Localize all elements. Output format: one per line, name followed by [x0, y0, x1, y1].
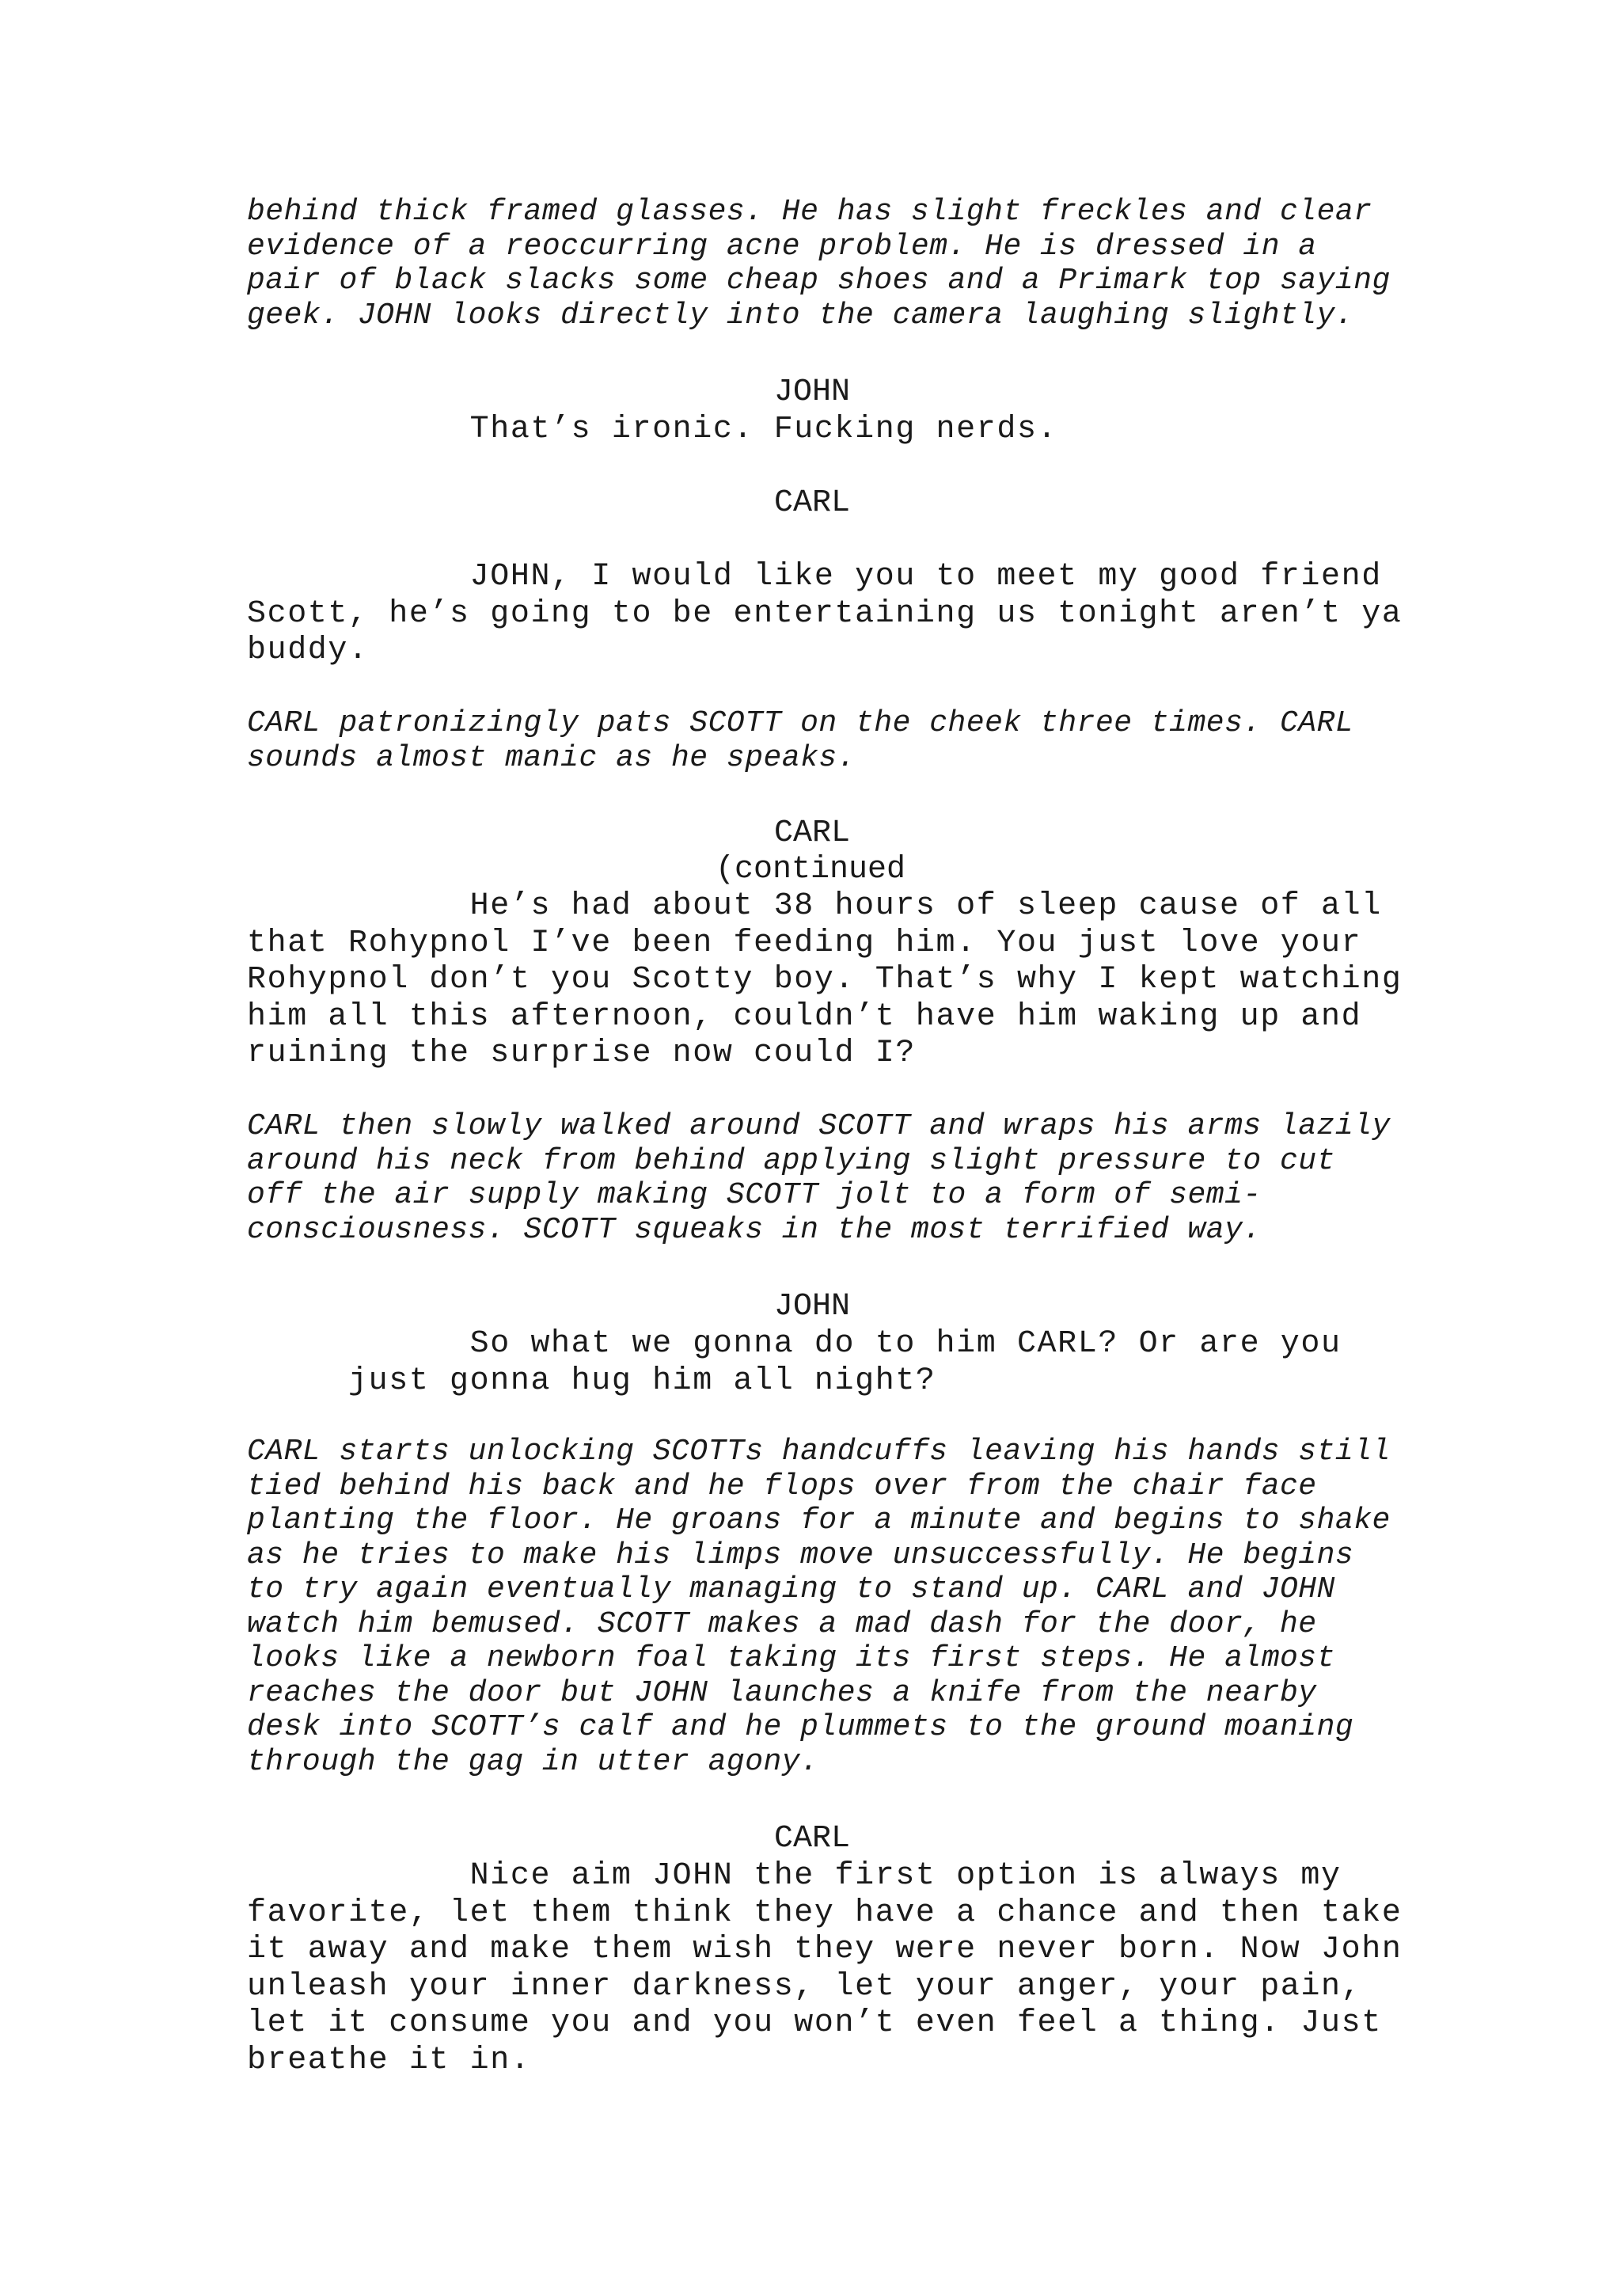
dialogue-john-ironic: That’s ironic. Fucking nerds. — [247, 412, 1058, 447]
character-cue-carl: CARL — [774, 485, 851, 521]
action-carl-pats-scott: CARL patronizingly pats SCOTT on the cheek three times. CARL sounds almost manic as he speaks. — [247, 706, 1354, 775]
dialogue-carl-inner-darkness: Nice aim JOHN the first option is always my favorite, let them think they have a chance and then take it away and make them wish they were never born. Now John unleash your inner darkness, let your anger, your pain, let it consume you and you won’t even feel a thing. Just breathe it in. — [247, 1858, 1403, 2078]
character-cue-carl-continued: CARL — [774, 815, 851, 851]
action-scott-escape-attempt: CARL starts unlocking SCOTTs handcuffs leaving his hands still tied behind his back and he flops over from the chair face planting the floor. He groans for a minute and begins to shake as he tries to make his limps move unsuccessfully. He begins to try again eventually managing to stand up. CARL and JOHN watch him bemused. SCOTT makes a mad dash for the door, he looks like a newborn foal taking its first steps. He almost reaches the door but JOHN launches a knife from the nearby desk into SCOTT’s calf and he plummets to the ground moaning through the gag in utter agony. — [247, 1435, 1391, 1779]
character-cue-john: JOHN — [774, 374, 851, 410]
dialogue-carl-rohypnol: He’s had about 38 hours of sleep cause of all that Rohypnol I’ve been feeding him. You just love your Rohypnol don’t you Scotty boy. That’s why I kept watching him all this afternoon, couldn’t have him waking up and ruining the surprise now could I? — [247, 888, 1403, 1071]
action-description-john-appearance: behind thick framed glasses. He has slight freckles and clear evidence of a reoccurring acne problem. He is dressed in a pair of black slacks some cheap shoes and a Primark top saying geek. JOHN looks directly into the camera laughing slightly. — [247, 195, 1391, 333]
dialogue-carl-meet-scott: JOHN, I would like you to meet my good friend Scott, he’s going to be entertaining us tonight aren’t ya buddy. — [247, 559, 1403, 668]
parenthetical-continued: (continued — [716, 852, 906, 888]
character-cue-john-2: JOHN — [774, 1289, 851, 1325]
action-carl-wraps-arms: CARL then slowly walked around SCOTT and wraps his arms lazily around his neck from behind applying slight pressure to cut off the air supply making SCOTT jolt to a form of semi- consciousness. SCOTT squeaks in the most terrified way. — [247, 1109, 1391, 1247]
character-cue-carl-2: CARL — [774, 1821, 851, 1857]
dialogue-john-hug: So what we gonna do to him CARL? Or are you just gonna hug him all night? — [348, 1326, 1342, 1399]
